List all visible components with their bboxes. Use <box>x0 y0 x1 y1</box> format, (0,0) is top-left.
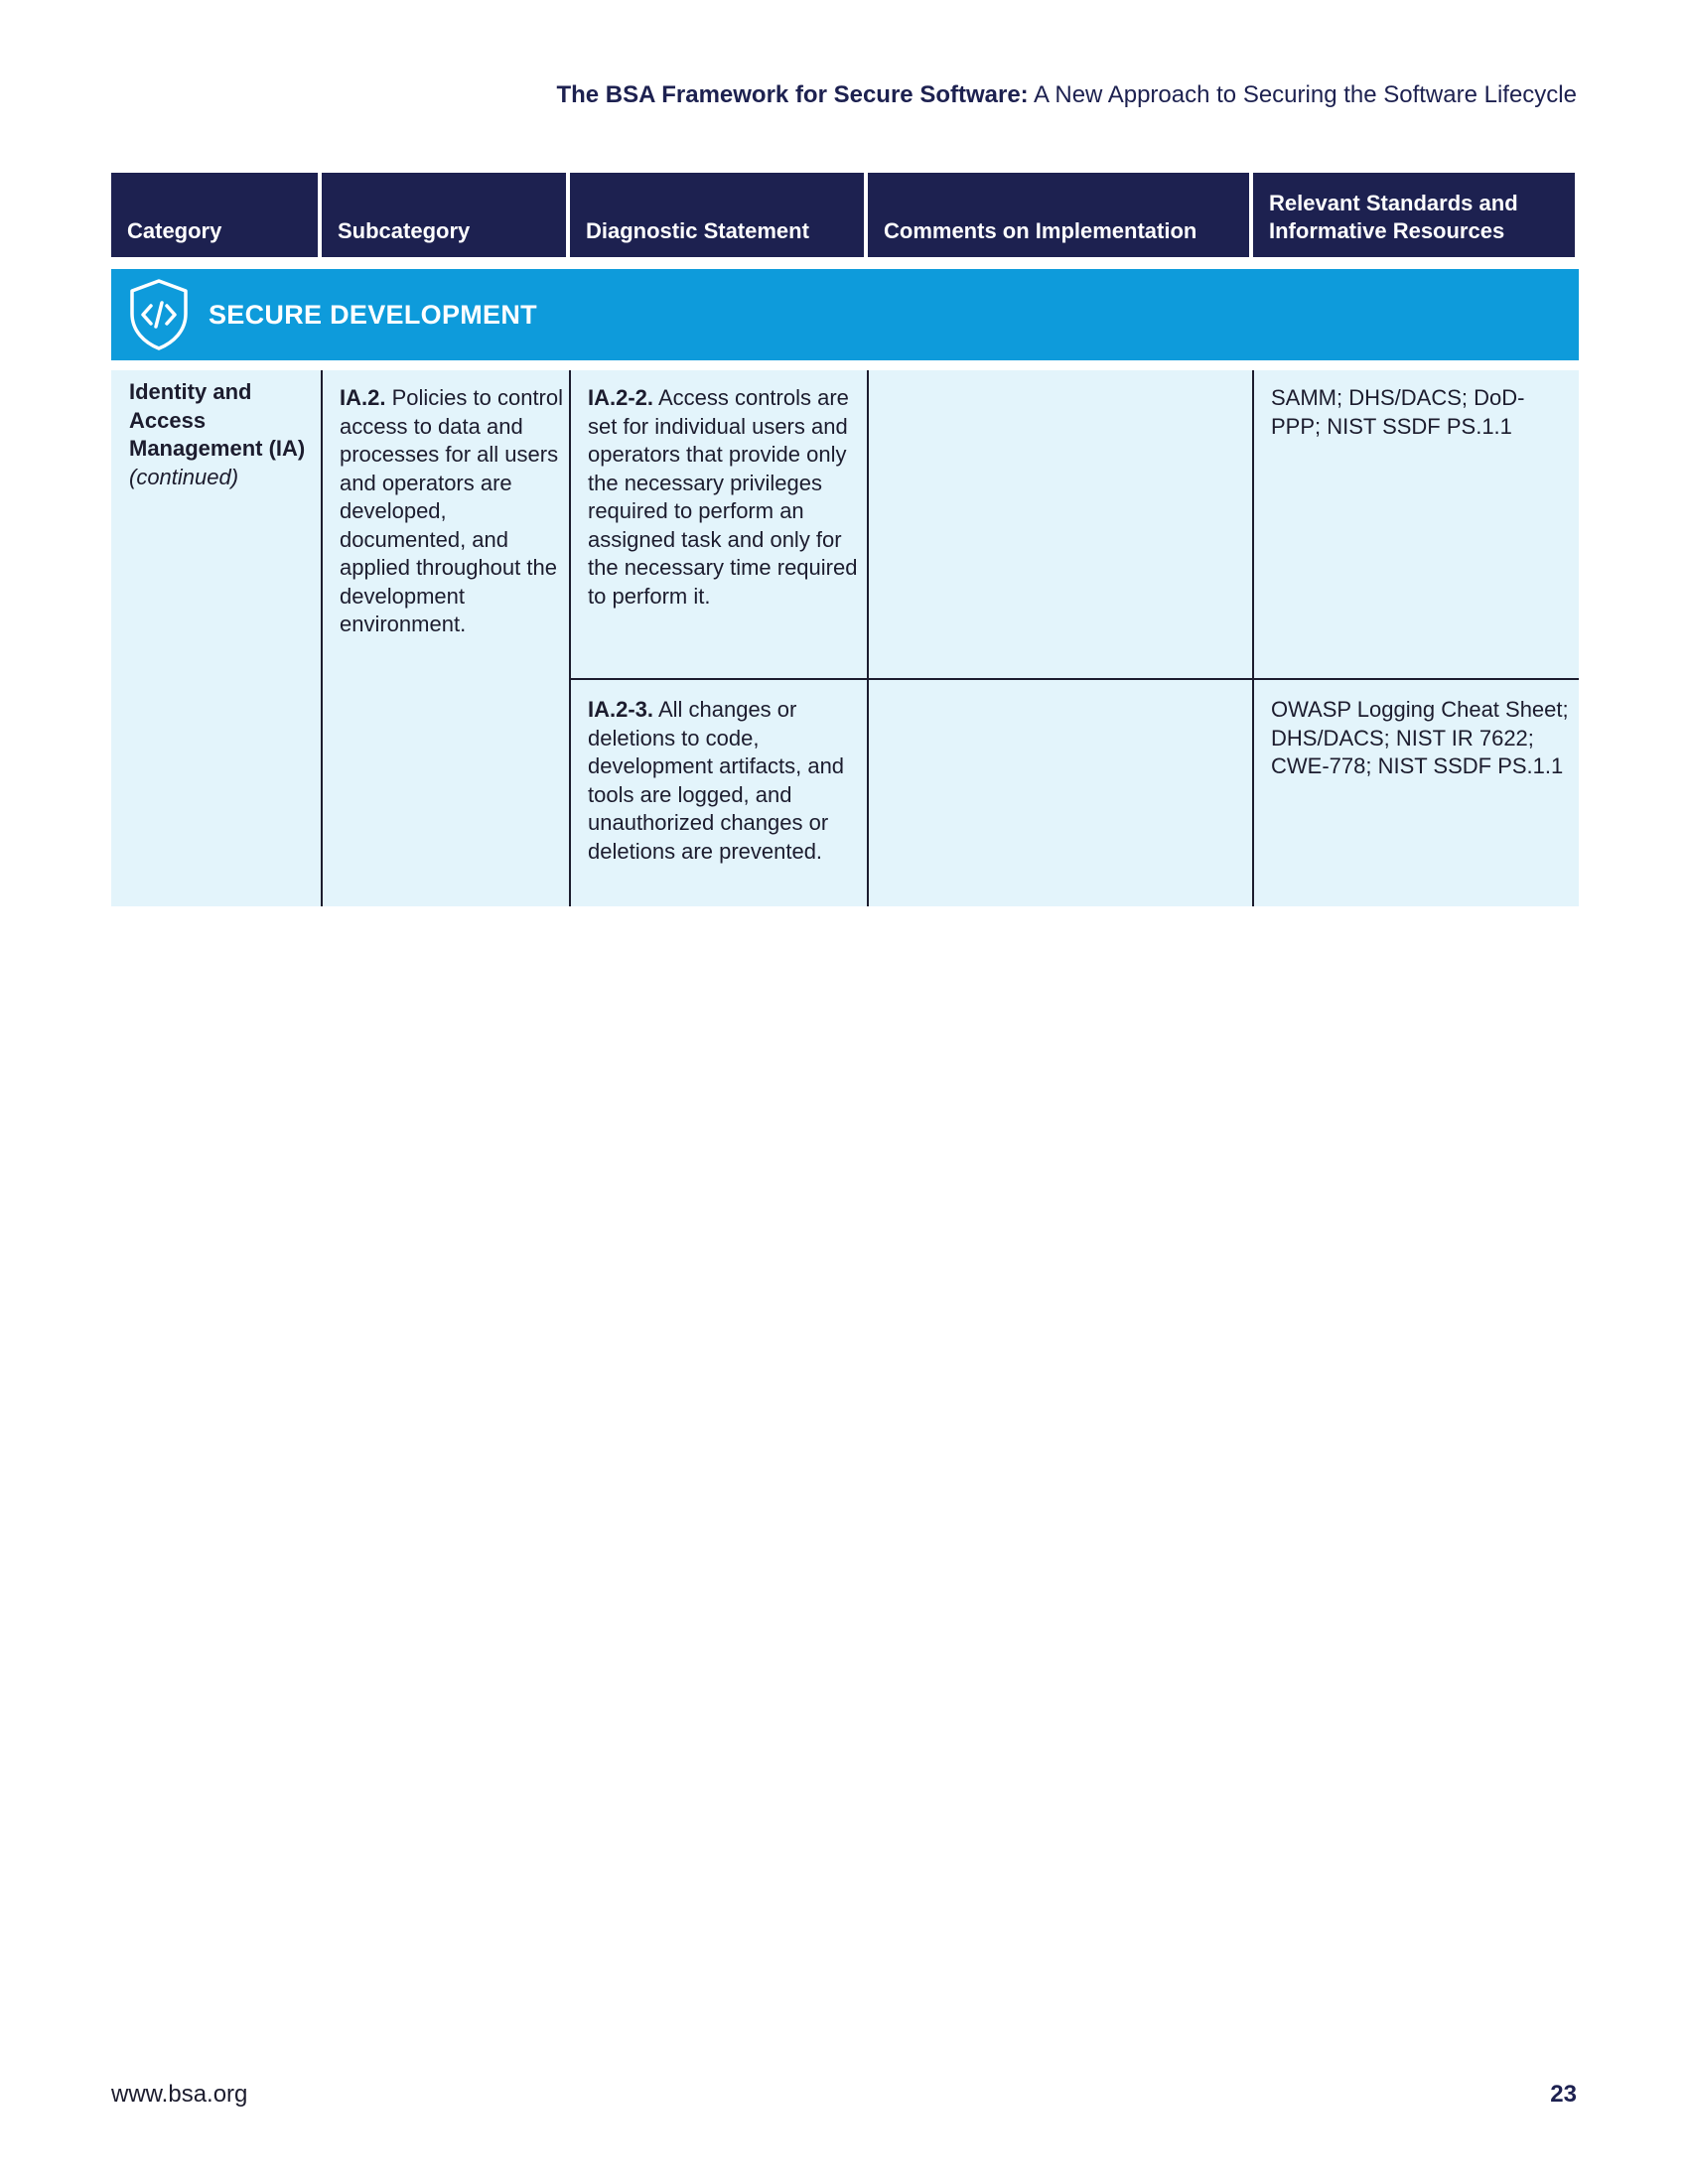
table-body <box>111 370 1579 906</box>
page-number: 23 <box>1550 2081 1577 2108</box>
subcategory-text: Policies to control access to data and processes for all users and operators are developed, documented, and applied throughout the development environment. <box>340 385 564 636</box>
header-diagnostic-statement: Diagnostic Statement <box>570 173 864 257</box>
footer-url: www.bsa.org <box>111 2081 248 2108</box>
column-divider <box>569 370 571 906</box>
statement-cell <box>588 696 861 866</box>
section-band <box>111 269 1579 360</box>
statement-text: All changes or deletions to code, development artifacts, and tools are logged, and unauthorized changes or deletions are prevented. <box>588 697 845 864</box>
column-divider <box>867 370 869 906</box>
standards-cell: SAMM; DHS/DACS; DoD-PPP; NIST SSDF PS.1.1 <box>1271 385 1525 439</box>
framework-table <box>111 173 1579 906</box>
header-standards: Relevant Standards and Informative Resources <box>1253 173 1575 257</box>
statement-text: Access controls are set for individual users and operators that provide only the necessary privileges required to perform an assigned task and only for the necessary time required to perform it. <box>588 385 858 609</box>
header-subcategory: Subcategory <box>322 173 566 257</box>
statement-code: IA.2-3. <box>588 697 654 722</box>
header-comments: Comments on Implementation <box>868 173 1249 257</box>
category-note: (continued) <box>129 464 239 489</box>
standards-cell: OWASP Logging Cheat Sheet; DHS/DACS; NIST IR 7622; CWE-778; NIST SSDF PS.1.1 <box>1271 697 1569 778</box>
table-header-row <box>111 173 1579 257</box>
subcategory-cell <box>340 384 563 639</box>
subcategory-code: IA.2. <box>340 385 386 410</box>
running-header <box>556 81 1577 109</box>
section-title: SECURE DEVELOPMENT <box>209 299 537 330</box>
category-cell <box>129 378 308 491</box>
statement-code: IA.2-2. <box>588 385 654 410</box>
column-divider <box>1252 370 1254 906</box>
code-shield-icon <box>127 278 191 351</box>
category-name: Identity and Access Management (IA) <box>129 379 306 461</box>
running-header-subtitle: A New Approach to Securing the Software Lifecycle <box>1034 81 1577 108</box>
statement-cell <box>588 384 858 611</box>
running-header-title: The BSA Framework for Secure Software: <box>556 81 1029 108</box>
column-divider <box>321 370 323 906</box>
header-category: Category <box>111 173 318 257</box>
row-divider <box>570 678 1579 680</box>
